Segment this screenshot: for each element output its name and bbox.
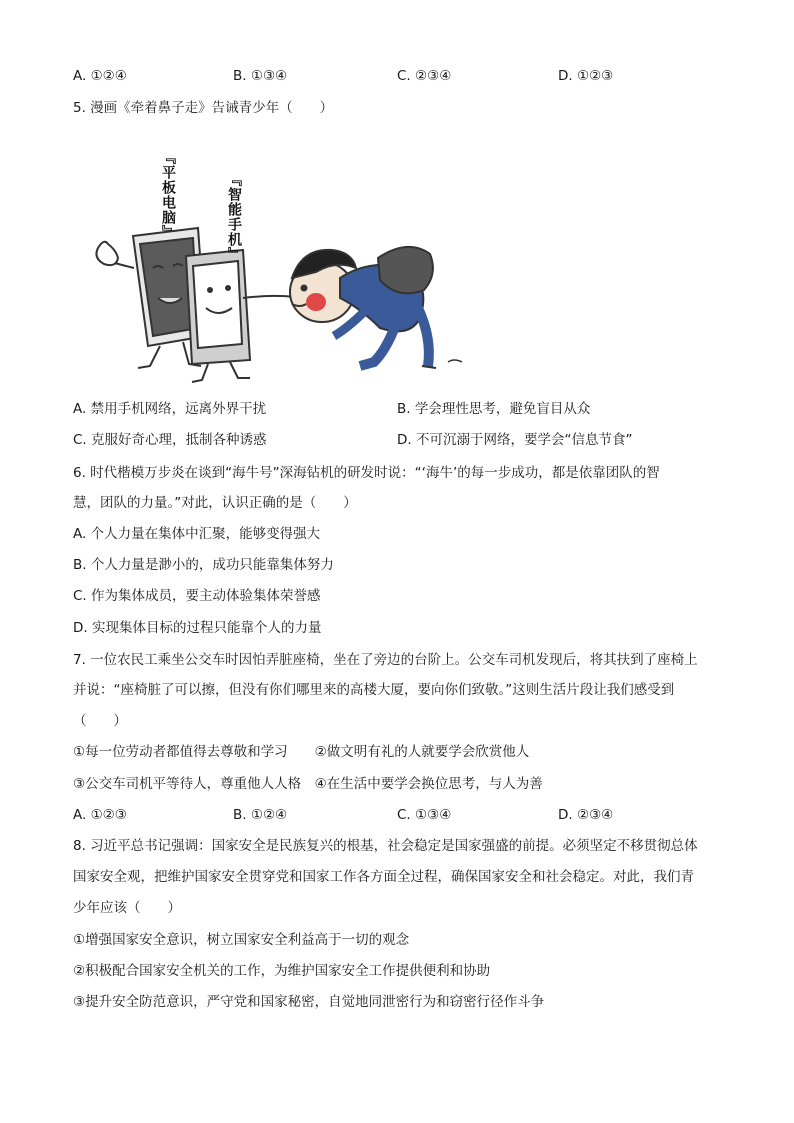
question-7-stem-line-2: 并说：“座椅脏了可以擦，但没有你们哪里来的高楼大厦，要向你们致敬。”这则生活片段让我们感受到	[73, 682, 675, 698]
question-7-option-b[interactable]: B. ①②④	[233, 807, 288, 823]
question-8-stem-line-2: 国家安全观，把维护国家安全贯穿党和国家工作各方面全过程，确保国家安全和社会稳定。对此，我们青	[73, 869, 694, 885]
question-5-option-b[interactable]: B. 学会理性思考，避免盲目从众	[397, 401, 591, 417]
question-7-stem-line-1: 7. 一位农民工乘坐公交车时因怕弄脏座椅，坐在了旁边的台阶上。公交车司机发现后，将其扶到了座椅上	[73, 652, 698, 668]
question-6-option-c[interactable]: C. 作为集体成员，要主动体验集体荣誉感	[73, 588, 321, 604]
question-7-option-c[interactable]: C. ①③④	[397, 807, 452, 823]
question-7-statements-2: ③公交车司机平等待人，尊重他人人格 ④在生活中要学会换位思考，与人为善	[73, 776, 543, 792]
question-8-statement-3: ③提升安全防范意识，严守党和国家秘密，自觉地同泄密行为和窃密行径作斗争	[73, 994, 545, 1010]
question-6-stem-line-1: 6. 时代楷模万步炎在谈到“海牛号”深海钻机的研发时说：“‘海牛’的每一步成功，都是依靠团队的智	[73, 465, 660, 481]
boy-character	[290, 247, 462, 368]
prev-option-a[interactable]: A. ①②④	[73, 68, 127, 84]
question-8-stem-line-3: 少年应该（ ）	[73, 900, 181, 916]
question-5-option-c[interactable]: C. 克服好奇心理，抵制各种诱惑	[73, 432, 267, 448]
question-5-option-a[interactable]: A. 禁用手机网络，远离外界干扰	[73, 401, 267, 417]
label-tablet: 『平板电脑』	[160, 150, 176, 240]
prev-option-b[interactable]: B. ①③④	[233, 68, 288, 84]
cartoon-led-by-the-nose	[78, 148, 478, 388]
question-8-stem-line-1: 8. 习近平总书记强调：国家安全是民族复兴的根基，社会稳定是国家强盛的前提。必须坚定不移贯彻总体	[73, 838, 698, 854]
prev-option-c[interactable]: C. ②③④	[397, 68, 452, 84]
question-8-statement-2: ②积极配合国家安全机关的工作，为维护国家安全工作提供便利和协助	[73, 963, 491, 979]
question-6-option-d[interactable]: D. 实现集体目标的过程只能靠个人的力量	[73, 620, 322, 636]
label-phone: 『智能手机』	[226, 172, 242, 262]
question-5-stem: 5. 漫画《牵着鼻子走》告诫青少年（ ）	[73, 100, 334, 116]
question-6-option-b[interactable]: B. 个人力量是渺小的，成功只能靠集体努力	[73, 557, 334, 573]
question-5-option-d[interactable]: D. 不可沉溺于网络，要学会“信息节食”	[397, 432, 633, 448]
question-8-statement-1: ①增强国家安全意识，树立国家安全利益高于一切的观念	[73, 932, 410, 948]
question-7-option-a[interactable]: A. ①②③	[73, 807, 127, 823]
prev-option-d[interactable]: D. ①②③	[558, 68, 614, 84]
question-7-option-d[interactable]: D. ②③④	[558, 807, 614, 823]
cartoon-illustration	[78, 148, 478, 388]
question-6-stem-line-2: 慧，团队的力量。”对此，认识正确的是（ ）	[73, 495, 357, 511]
question-6-option-a[interactable]: A. 个人力量在集体中汇聚，能够变得强大	[73, 526, 321, 542]
question-7-stem-line-3: （ ）	[73, 713, 127, 729]
question-7-statements-1: ①每一位劳动者都值得去尊敬和学习 ②做文明有礼的人就要学会欣赏他人	[73, 744, 530, 760]
